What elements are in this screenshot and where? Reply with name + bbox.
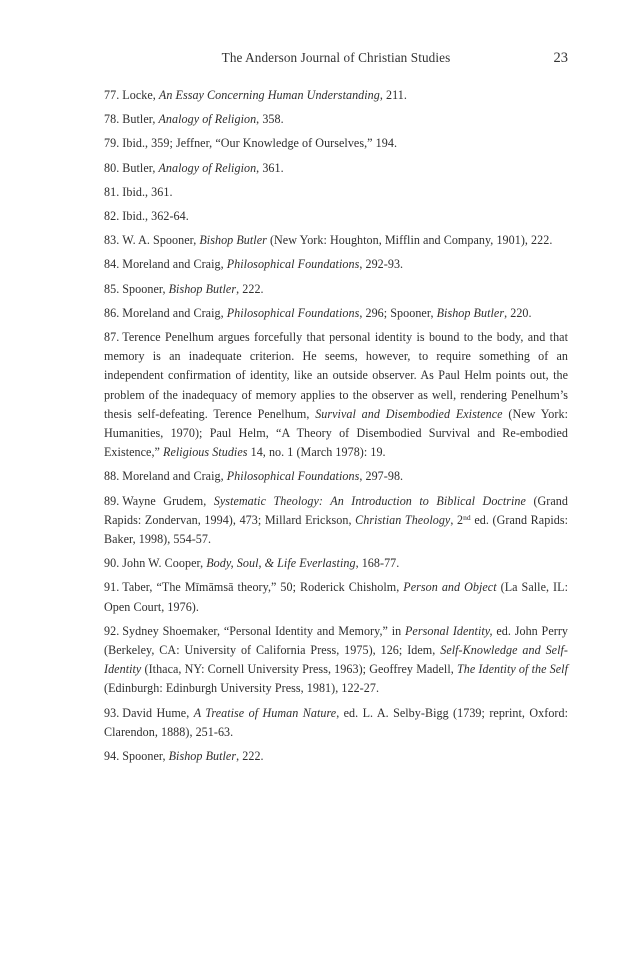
endnote-number: 91.	[104, 580, 120, 595]
note-text: Spooner,	[122, 749, 169, 764]
endnote-82	[104, 207, 568, 226]
endnote-78	[104, 110, 568, 129]
endnote-number: 80.	[104, 160, 120, 175]
note-text: Moreland and Craig,	[122, 257, 227, 272]
endnote-number: 88.	[104, 469, 120, 484]
note-text: 14, no. 1 (March 1978): 19.	[247, 445, 386, 460]
note-text: Locke,	[122, 88, 159, 102]
endnotes-list	[104, 86, 568, 771]
note-text: Ibid., 362-64.	[122, 209, 189, 224]
italic-title: Bishop Butler	[168, 281, 237, 296]
italic-title: Christian Theology	[355, 512, 451, 527]
endnote-number: 92.	[104, 623, 120, 638]
journal-title: The Anderson Journal of Christian Studies	[221, 50, 451, 65]
endnote-79	[104, 134, 568, 153]
note-text: (La Salle, IL: Open Court, 1976).	[104, 580, 568, 614]
note-text: , 361.	[256, 160, 284, 175]
italic-title: Survival and Disembodied Existence	[315, 406, 503, 421]
note-text: Spooner,	[122, 281, 169, 296]
note-text: John W. Cooper,	[122, 556, 207, 571]
endnote-number: 90.	[104, 556, 120, 571]
superscript: nd	[463, 512, 471, 522]
italic-title: Bishop Butler	[436, 305, 505, 320]
endnote-number: 87.	[104, 330, 120, 345]
note-text: Taber, “The Mīmāmsā theory,” 50; Roderick Chisholm,	[122, 580, 404, 595]
endnote-84	[104, 255, 568, 274]
note-text: David Hume,	[122, 705, 194, 720]
italic-title: Analogy of Religion	[158, 112, 257, 127]
note-text: Moreland and Craig,	[122, 469, 227, 484]
italic-title: Analogy of Religion	[158, 160, 257, 175]
endnote-83	[104, 231, 568, 250]
italic-title: The Identity of the Self	[456, 662, 569, 677]
endnote-94	[104, 747, 568, 766]
endnote-91	[104, 578, 568, 616]
endnote-number: 78.	[104, 112, 120, 127]
endnote-number: 83.	[104, 233, 120, 248]
note-text: , 296; Spooner,	[359, 305, 437, 320]
note-text: ed. John Perry (Berkeley, CA: University of California Press, 1975), 126; Idem,	[104, 623, 568, 658]
note-text: , 222.	[236, 281, 264, 296]
note-text: , 222.	[236, 749, 264, 764]
endnote-number: 84.	[104, 257, 120, 272]
endnote-number: 89.	[104, 493, 120, 508]
note-text: , 211.	[379, 88, 407, 102]
endnote-86	[104, 304, 568, 323]
note-text: , 358.	[256, 112, 284, 127]
note-text: (New York: Houghton, Mifflin and Company, 1901), 222.	[266, 233, 553, 248]
italic-title: Body, Soul, & Life Everlasting	[206, 556, 356, 571]
note-text: Sydney Shoemaker, “Personal Identity and Memory,” in	[122, 623, 405, 638]
endnote-number: 93.	[104, 705, 120, 720]
note-text: , 292-93.	[359, 257, 404, 272]
italic-title: Personal Identity,	[405, 623, 493, 638]
italic-title: Person and Object	[403, 580, 497, 595]
italic-title: Systematic Theology: An Introduction to Biblical Doctrine	[213, 493, 526, 508]
endnote-number: 85.	[104, 281, 120, 296]
note-text: Wayne Grudem,	[122, 493, 214, 508]
italic-title: Religious Studies	[163, 445, 248, 460]
endnote-89	[104, 492, 568, 550]
note-text: , 168-77.	[355, 556, 400, 571]
italic-title: Philosophical Foundations	[226, 257, 360, 272]
note-text: W. A. Spooner,	[122, 233, 200, 248]
note-text: , 220.	[504, 305, 532, 320]
endnote-77	[104, 86, 568, 105]
italic-title: Philosophical Foundations	[226, 469, 360, 484]
running-header	[104, 50, 568, 72]
endnote-number: 81.	[104, 184, 120, 199]
note-text: Moreland and Craig,	[122, 305, 227, 320]
italic-title: Philosophical Foundations	[226, 305, 360, 320]
endnote-number: 77.	[104, 88, 120, 102]
endnote-93	[104, 704, 568, 742]
note-text: (Edinburgh: Edinburgh University Press, 1981), 122-27.	[104, 681, 380, 696]
italic-title: A Treatise of Human Nature	[193, 705, 337, 720]
italic-title: Self-Knowledge and Self-Identity	[104, 643, 568, 677]
endnote-80	[104, 159, 568, 178]
endnote-number: 79.	[104, 136, 120, 151]
note-text: Butler,	[122, 112, 159, 127]
note-text: (New York: Humanities, 1970); Paul Helm, “A Theory of Disembodied Survival and Re-embodied Existence,”	[104, 406, 568, 460]
italic-title: Bishop Butler	[199, 233, 267, 248]
italic-title: An Essay Concerning Human Understanding	[158, 88, 380, 102]
note-text: ed. (Grand Rapids: Baker, 1998), 554-57.	[104, 512, 568, 547]
endnote-87	[104, 328, 568, 462]
page-number: 23	[553, 50, 568, 66]
endnote-92	[104, 622, 568, 699]
endnote-90	[104, 554, 568, 573]
note-text: Butler,	[122, 160, 159, 175]
note-text: (Grand Rapids: Zondervan, 1994), 473; Millard Erickson,	[104, 493, 568, 527]
endnote-number: 86.	[104, 305, 120, 320]
endnote-number: 94.	[104, 749, 120, 764]
note-text: Ibid., 361.	[122, 184, 173, 199]
italic-title: Bishop Butler	[168, 749, 237, 764]
endnote-88	[104, 467, 568, 486]
endnote-81	[104, 183, 568, 202]
endnote-85	[104, 280, 568, 299]
note-text: (Ithaca, NY: Cornell University Press, 1963); Geoffrey Madell,	[141, 662, 457, 677]
note-text: , ed. L. A. Selby-Bigg (1739; reprint, Oxford: Clarendon, 1888), 251-63.	[104, 705, 569, 739]
note-text: , 2	[450, 512, 464, 527]
note-text: Terence Penelhum argues forcefully that personal identity is bound to the body, and that memory is an inadequate criterion. He seems, however, to require something of an independent confirmation of identity, like an outside observer. As Paul Helm points out, the problem of the inadequacy of memory applies to the observer as well, rendering Penelhum’s thesis self-defeating. Terence Penelhum,	[104, 330, 568, 421]
note-text: , 297-98.	[359, 469, 404, 484]
note-text: Ibid., 359; Jeffner, “Our Knowledge of Ourselves,” 194.	[122, 136, 398, 151]
endnote-number: 82.	[104, 209, 120, 224]
